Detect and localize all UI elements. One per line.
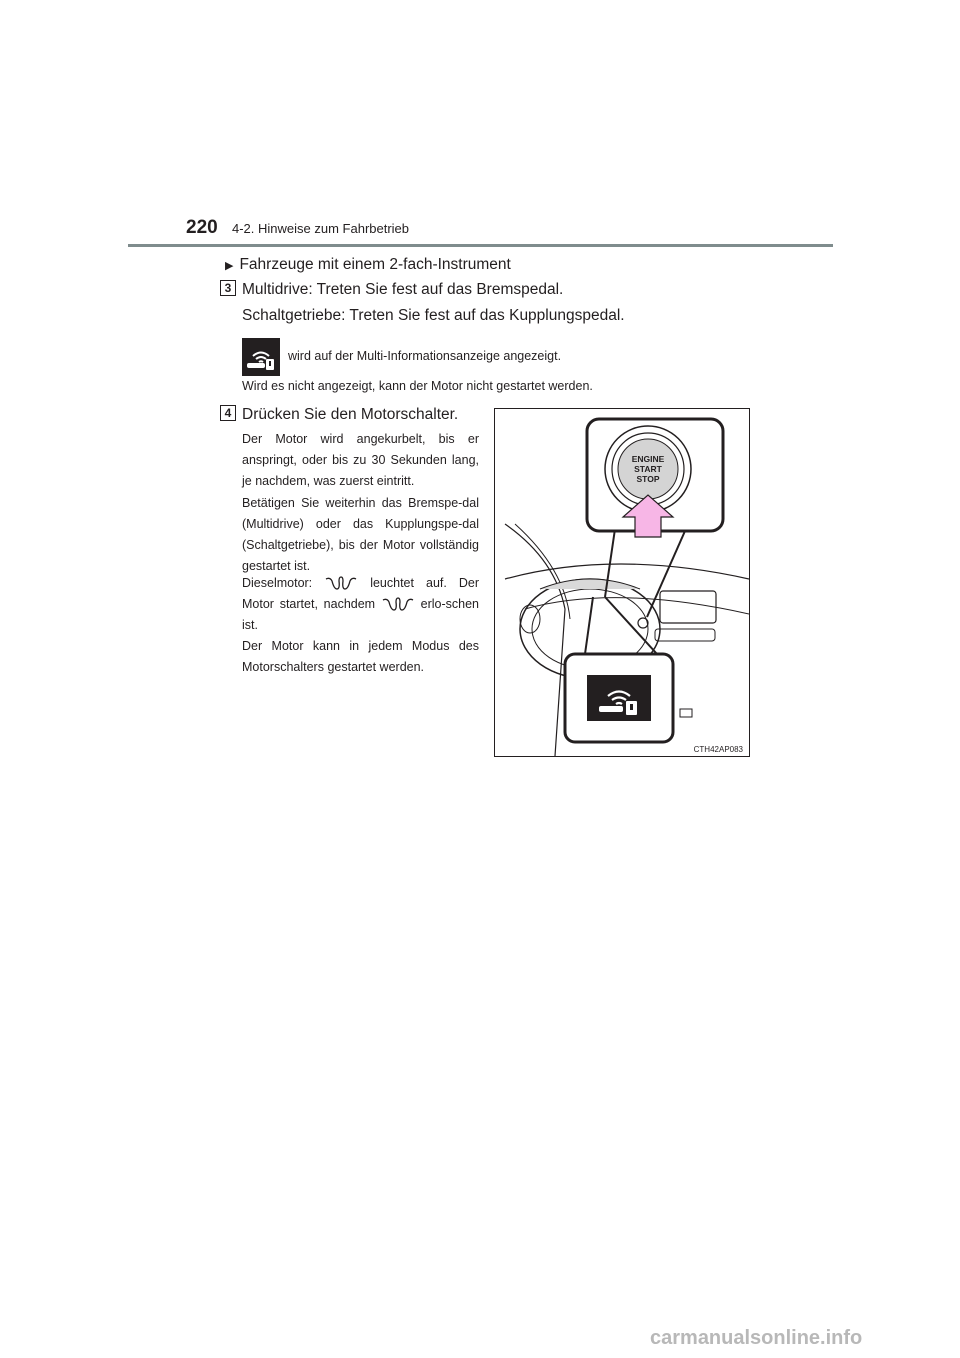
glow-plug-icon (324, 575, 358, 593)
step-4-para3 (242, 573, 479, 636)
step-3-badge: 3 (220, 280, 236, 296)
step-3-note: Wird es nicht angezeigt, kann der Motor nicht gestartet werden. (242, 379, 593, 393)
header-divider (128, 244, 833, 247)
step-4-para4: Der Motor kann in jedem Modus des Motorschalters gestartet werden. (242, 639, 479, 674)
triangle-bullet-icon: ▶ (225, 260, 234, 272)
figure-code: CTH42AP083 (693, 745, 743, 754)
para3-part-a: Dieselmotor: (242, 576, 313, 590)
watermark: carmanualsonline.info (650, 1327, 863, 1349)
para3-part-b: leuchtet auf. Der Motor startet, nachdem (242, 576, 479, 611)
key-indicator-icon (242, 338, 280, 376)
step-4-title: Drücken Sie den Motorschalter. (242, 406, 459, 423)
step-3-line2: Schaltgetriebe: Treten Sie fest auf das Kupplungspedal. (242, 307, 625, 324)
glow-plug-icon-2 (381, 596, 415, 614)
engine-start-figure (494, 408, 750, 757)
subheading (225, 256, 511, 274)
step-4-badge: 4 (220, 405, 236, 421)
section-title: 4-2. Hinweise zum Fahrbetrieb (232, 221, 410, 236)
engine-label-line2: START (634, 464, 662, 474)
engine-label-line1: ENGINE (631, 454, 665, 464)
step-4-para2: Betätigen Sie weiterhin das Bremspe-dal (Multidrive) oder das Kupplungspe-dal (Schaltgetriebe), bis der Motor vollständig gestartet ist. (242, 496, 479, 573)
step-4-para1: Der Motor wird angekurbelt, bis er anspringt, oder bis zu 30 Sekunden lang, je nachdem, was zuerst eintritt. (242, 432, 479, 488)
step-3-line1: Multidrive: Treten Sie fest auf das Bremspedal. (242, 281, 564, 298)
subheading-text: Fahrzeuge mit einem 2-fach-Instrument (239, 256, 511, 273)
step-3-icon-text: wird auf der Multi-Informationsanzeige angezeigt. (288, 349, 562, 363)
engine-label-line3: STOP (636, 474, 660, 484)
page-number: 220 (186, 217, 218, 238)
engine-button-label (622, 454, 674, 484)
para3-part-c: erlo-schen ist. (242, 597, 479, 632)
